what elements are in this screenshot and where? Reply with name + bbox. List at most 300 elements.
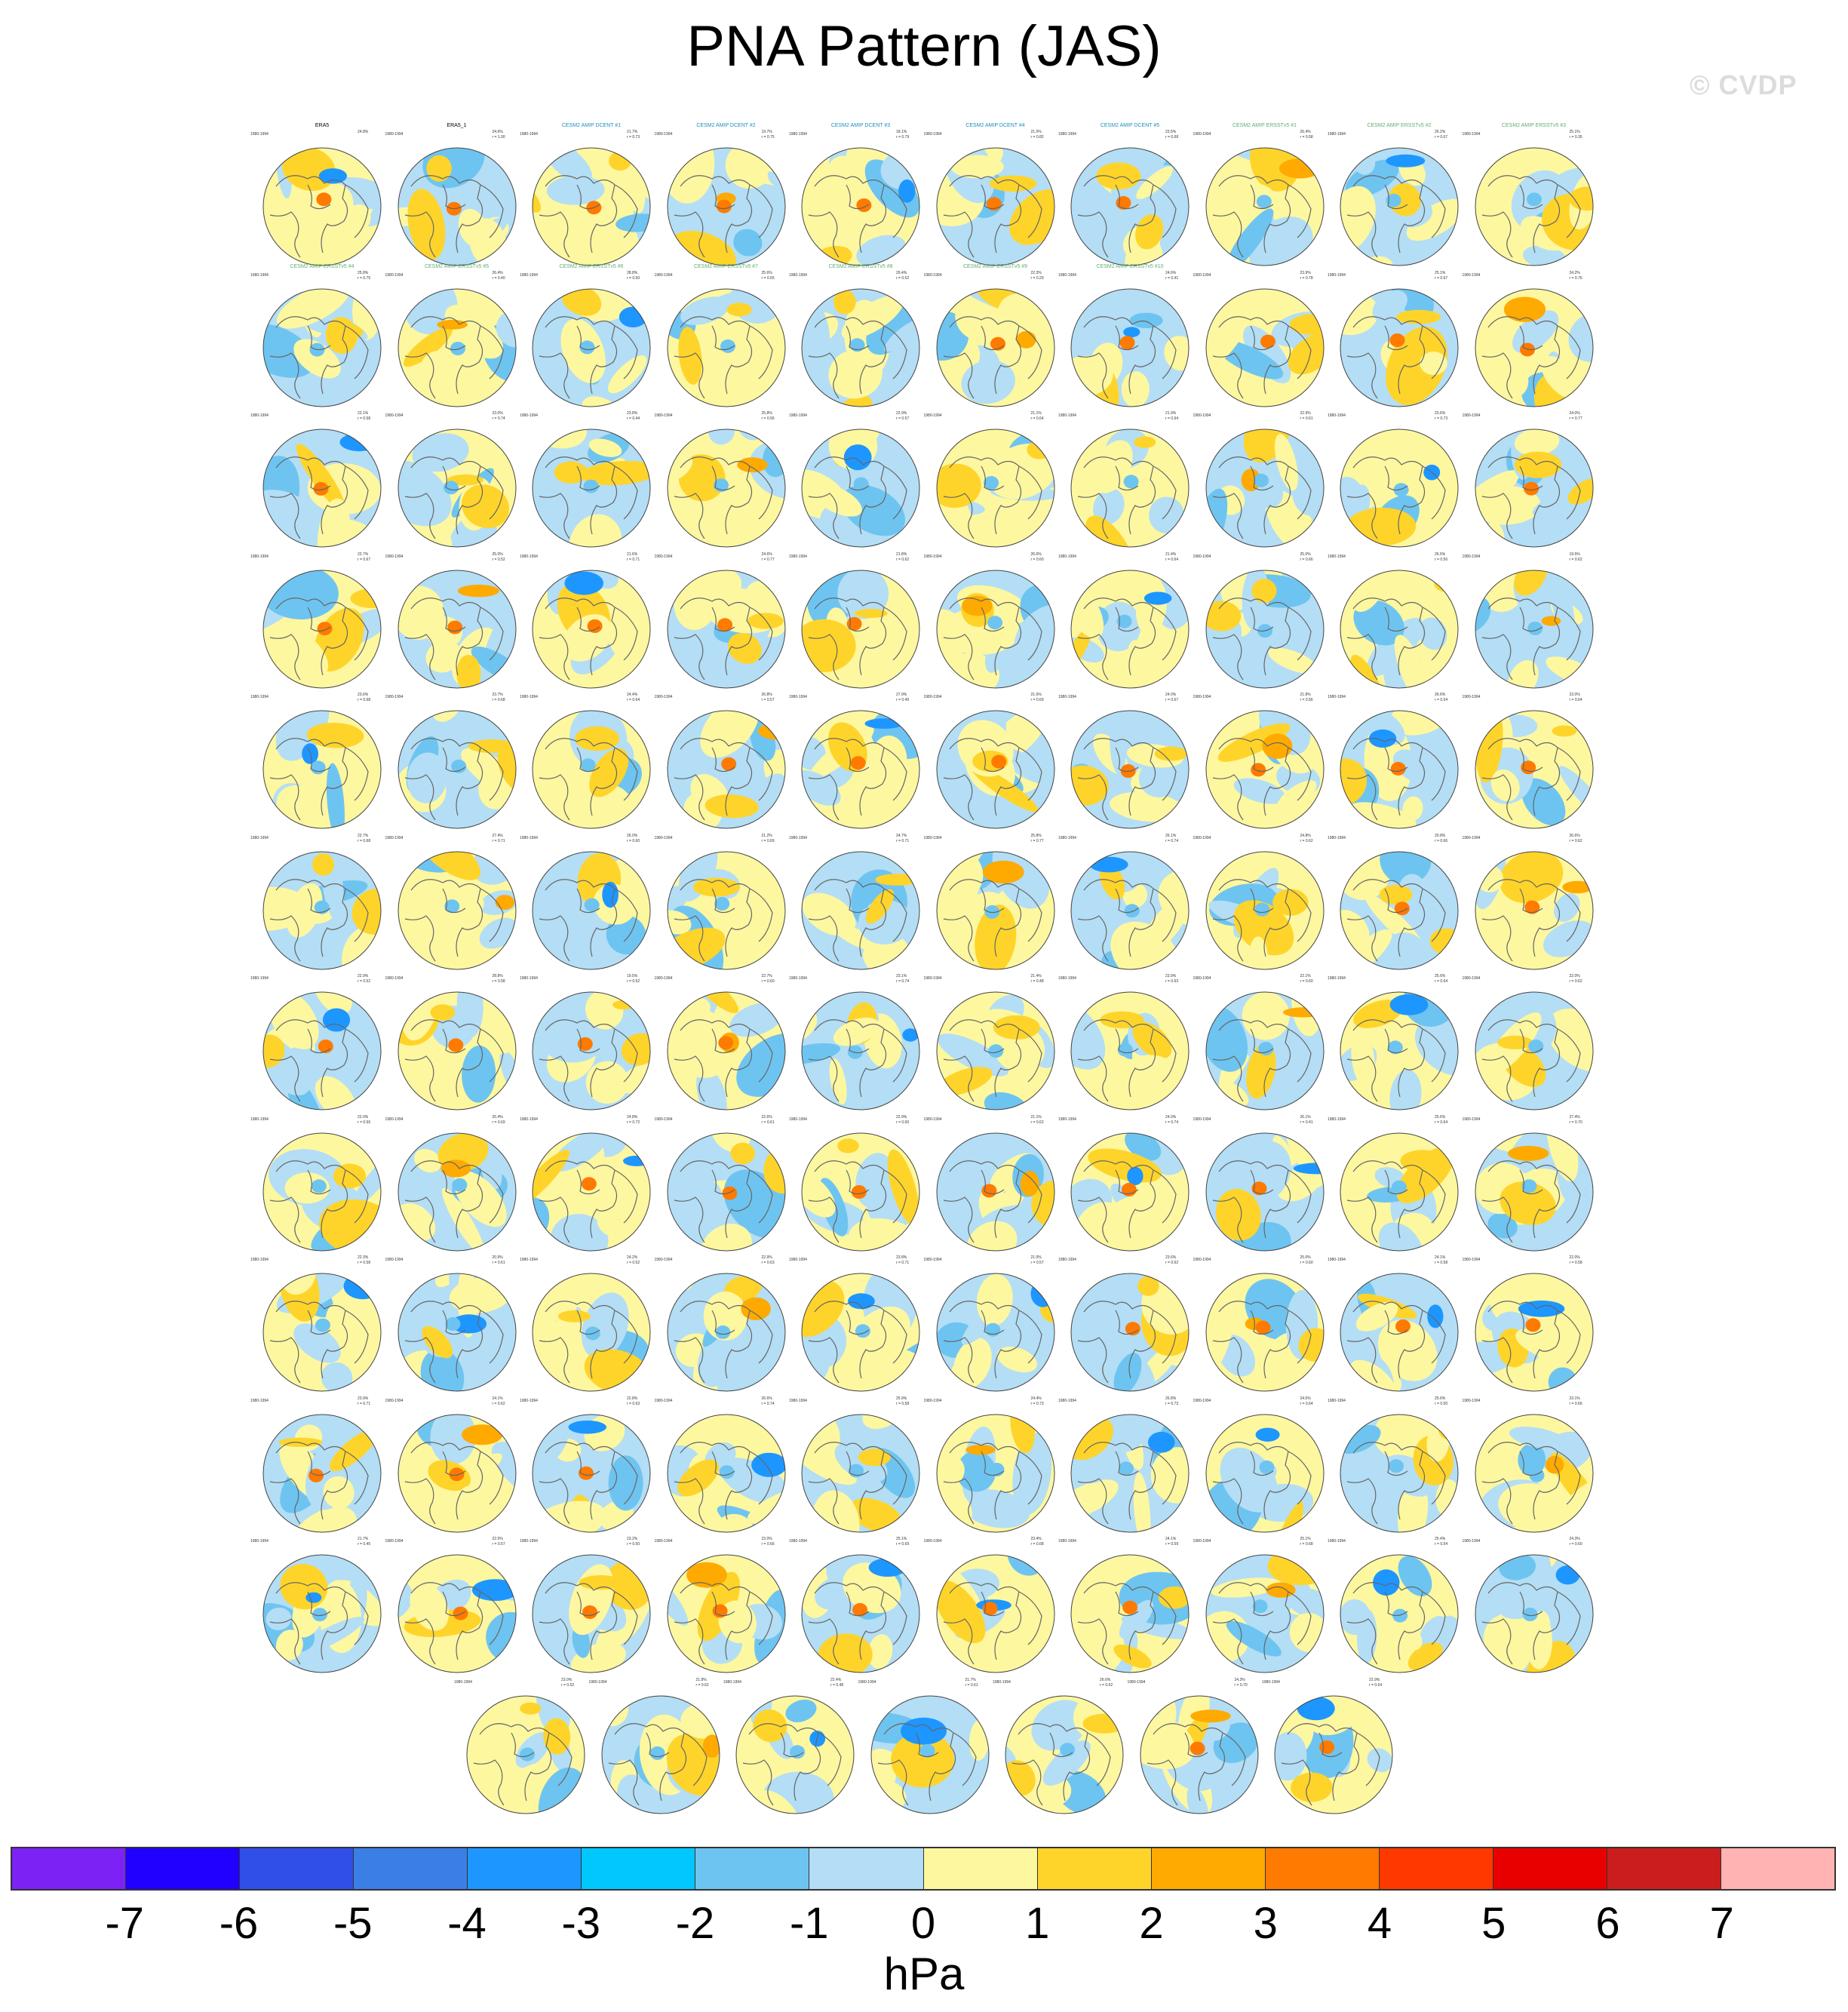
map-panel bbox=[654, 833, 794, 978]
panel-corr: r = 0.63 bbox=[1165, 979, 1179, 984]
panel-years: 1980-1994 bbox=[923, 976, 942, 981]
map-panel bbox=[385, 1255, 524, 1399]
panel-pct: 24.8% bbox=[358, 130, 369, 134]
panel-stats bbox=[493, 411, 505, 422]
panel-corr: r = 0.48 bbox=[830, 1682, 844, 1688]
panel-pct: 25.4% bbox=[1435, 1537, 1446, 1541]
panel-stats bbox=[1100, 1678, 1113, 1688]
panel-stats bbox=[1165, 552, 1178, 563]
panel-pct: 26.2% bbox=[1435, 130, 1446, 134]
polar-map-icon bbox=[659, 140, 794, 274]
panel-pct: 23.5% bbox=[1165, 130, 1177, 134]
panel-years: 1980-1994 bbox=[1127, 1679, 1146, 1685]
panel-years: 1980-1994 bbox=[385, 1398, 404, 1403]
panel-stats bbox=[493, 271, 505, 281]
polar-map-icon bbox=[1198, 140, 1332, 274]
map-panel bbox=[1328, 1255, 1466, 1399]
panel-pct: 21.8% bbox=[695, 1677, 707, 1682]
panel-pct: 24.3% bbox=[1569, 1537, 1580, 1541]
panel-corr: r = 0.60 bbox=[1300, 979, 1313, 984]
panel-years: 1980-1994 bbox=[385, 695, 404, 699]
panel-corr: r = 0.62 bbox=[1300, 838, 1313, 843]
panel-corr: r = 0.56 bbox=[1435, 557, 1448, 562]
map-panel bbox=[1193, 1396, 1332, 1540]
panel-pct: 25.4% bbox=[492, 1114, 503, 1120]
map-panel bbox=[1058, 1537, 1197, 1681]
panel-years: 1980-1994 bbox=[923, 1258, 942, 1262]
panel-stats bbox=[493, 552, 505, 563]
map-panel bbox=[385, 263, 524, 415]
panel-pct: 23.4% bbox=[1030, 1537, 1042, 1541]
panel-corr: r = 0.71 bbox=[627, 557, 640, 562]
panel-years: 1980-1994 bbox=[385, 413, 404, 418]
panel-years: 1980-1994 bbox=[654, 695, 673, 699]
panel-years: 1980-1994 bbox=[385, 1258, 404, 1262]
panel-stats bbox=[1031, 834, 1044, 844]
panel-stats bbox=[627, 1537, 640, 1547]
panel-corr: r = 0.62 bbox=[1569, 838, 1582, 843]
polar-map-icon bbox=[794, 843, 928, 978]
map-panel bbox=[250, 551, 389, 696]
panel-years: 1980-1994 bbox=[789, 976, 807, 981]
panel-corr: r = 0.68 bbox=[1300, 1542, 1313, 1547]
panel-corr: r = 0.78 bbox=[1300, 275, 1313, 281]
panel-years: 1980-1994 bbox=[250, 1539, 269, 1544]
panel-pct: 24.6% bbox=[492, 130, 503, 134]
polar-map-icon bbox=[524, 562, 658, 696]
panel-stats bbox=[1165, 693, 1178, 703]
panel-corr: r = 0.62 bbox=[1100, 1682, 1113, 1688]
panel-stats bbox=[358, 271, 370, 281]
panel-pct: 26.1% bbox=[1300, 1114, 1311, 1120]
panel-years: 1980-1994 bbox=[789, 695, 807, 699]
panel-corr: r = 0.71 bbox=[896, 838, 910, 843]
panel-pct: 29.4% bbox=[896, 270, 907, 275]
panel-stats bbox=[1369, 1678, 1382, 1688]
panel-stats bbox=[896, 1255, 909, 1266]
polar-map-icon bbox=[794, 421, 928, 555]
panel-pct: 21.7% bbox=[965, 1677, 976, 1682]
polar-map-icon bbox=[390, 1125, 524, 1259]
polar-map-icon bbox=[1063, 843, 1197, 978]
map-panel bbox=[1058, 411, 1197, 555]
panel-stats bbox=[1300, 130, 1313, 140]
map-panel bbox=[1462, 1114, 1601, 1259]
panel-title: CESM2 AMIP DCENT #3 bbox=[830, 123, 891, 128]
polar-map-icon bbox=[1063, 140, 1197, 274]
panel-pct: 22.9% bbox=[1369, 1677, 1380, 1682]
map-panel bbox=[789, 1114, 928, 1259]
polar-map-icon bbox=[1198, 1547, 1332, 1681]
panel-corr: r = 0.73 bbox=[1435, 416, 1448, 421]
panel-pct: 26.0% bbox=[627, 833, 638, 838]
colorbar-cell bbox=[1266, 1848, 1380, 1889]
panel-corr: r = 0.71 bbox=[492, 838, 505, 843]
panel-corr: r = 0.52 bbox=[627, 1261, 640, 1265]
panel-stats bbox=[627, 271, 640, 281]
panel-years: 1980-1994 bbox=[385, 1539, 404, 1544]
panel-corr: r = 0.67 bbox=[1165, 698, 1179, 702]
panel-corr: r = 0.48 bbox=[1030, 979, 1044, 984]
panel-pct: 23.0% bbox=[761, 1537, 772, 1541]
panel-corr: r = 0.58 bbox=[358, 1261, 371, 1265]
panel-years: 1980-1994 bbox=[250, 695, 269, 699]
panel-stats bbox=[1435, 974, 1447, 984]
polar-map-icon bbox=[794, 562, 928, 696]
colorbar-tick-label: 5 bbox=[1481, 1899, 1506, 1948]
map-panel bbox=[1193, 833, 1332, 978]
panel-corr: r = 0.60 bbox=[761, 979, 775, 984]
panel-corr: r = 0.64 bbox=[1435, 979, 1448, 984]
panel-pct: 24.4% bbox=[1030, 1396, 1042, 1401]
polar-map-icon bbox=[390, 421, 524, 555]
colorbar-cell bbox=[1607, 1848, 1721, 1889]
polar-map-icon bbox=[997, 1688, 1131, 1822]
panel-corr: r = 0.61 bbox=[1300, 416, 1313, 421]
polar-map-icon bbox=[390, 702, 524, 837]
panel-pct: 23.1% bbox=[896, 974, 907, 978]
polar-map-icon bbox=[255, 281, 389, 415]
panel-corr: r = 0.75 bbox=[761, 135, 775, 140]
colorbar-units: hPa bbox=[883, 1949, 965, 1999]
panel-years: 1980-1994 bbox=[923, 1539, 942, 1544]
panel-years: 1980-1994 bbox=[385, 272, 404, 278]
panel-corr: r = 0.40 bbox=[492, 275, 505, 281]
panel-stats bbox=[1570, 552, 1582, 563]
colorbar-cell bbox=[924, 1848, 1038, 1889]
colorbar-cell bbox=[1038, 1848, 1152, 1889]
map-panel bbox=[1193, 270, 1332, 415]
polar-map-icon bbox=[1332, 1265, 1466, 1399]
panel-pct: 21.0% bbox=[1030, 130, 1042, 134]
panel-corr: r = 0.55 bbox=[761, 275, 775, 281]
panel-title: CESM2 AMIP ERSSTv5 #5 bbox=[424, 263, 490, 269]
panel-years: 1980-1994 bbox=[1328, 554, 1346, 559]
polar-map-icon bbox=[728, 1688, 862, 1822]
panel-years: 1980-1994 bbox=[1193, 1539, 1211, 1544]
panel-corr: r = 0.64 bbox=[1300, 1401, 1313, 1406]
colorbar-cell bbox=[1721, 1848, 1834, 1889]
panel-corr: r = 0.50 bbox=[627, 275, 640, 281]
panel-pct: 25.6% bbox=[1435, 1396, 1446, 1401]
panel-pct: 25.8% bbox=[358, 270, 369, 275]
map-panel bbox=[385, 123, 524, 274]
polar-map-icon bbox=[929, 421, 1063, 555]
panel-pct: 23.2% bbox=[627, 1537, 638, 1541]
panel-pct: 23.6% bbox=[1435, 411, 1446, 416]
panel-pct: 21.4% bbox=[1165, 551, 1177, 557]
panel-corr: r = 0.64 bbox=[627, 698, 640, 702]
panel-pct: 26.6% bbox=[1569, 833, 1580, 838]
map-panel bbox=[1193, 411, 1332, 555]
panel-corr: r = 0.67 bbox=[1435, 135, 1448, 140]
map-panel bbox=[250, 974, 389, 1118]
panel-corr: r = 0.66 bbox=[1435, 838, 1448, 843]
panel-title: CESM2 AMIP ERSSTv5 #7 bbox=[693, 263, 759, 269]
map-panel bbox=[1328, 974, 1466, 1118]
panel-pct: 21.0% bbox=[1030, 1255, 1042, 1260]
panel-title: CESM2 AMIP DCENT #5 bbox=[1100, 123, 1160, 128]
panel-pct: 26.4% bbox=[1300, 130, 1311, 134]
panel-years: 1980-1994 bbox=[250, 272, 269, 278]
panel-stats bbox=[762, 974, 775, 984]
panel-corr: r = 0.67 bbox=[358, 557, 371, 562]
panel-pct: 25.6% bbox=[1435, 974, 1446, 978]
panel-corr: r = 0.60 bbox=[1300, 1261, 1313, 1265]
panel-pct: 22.0% bbox=[1569, 974, 1580, 978]
panel-pct: 20.9% bbox=[492, 1255, 503, 1260]
panel-stats bbox=[1031, 271, 1044, 281]
colorbar-tick-label: -1 bbox=[789, 1899, 829, 1948]
map-panel bbox=[250, 1255, 389, 1399]
polar-map-icon bbox=[390, 281, 524, 415]
map-panel bbox=[1328, 1537, 1466, 1681]
polar-map-icon bbox=[524, 702, 658, 837]
map-panel bbox=[454, 1677, 593, 1822]
map-panel bbox=[1462, 833, 1601, 978]
polar-map-icon bbox=[255, 843, 389, 978]
polar-map-icon bbox=[1063, 281, 1197, 415]
panel-years: 1980-1994 bbox=[250, 554, 269, 559]
panel-stats bbox=[1570, 1115, 1582, 1126]
map-panel bbox=[654, 974, 794, 1118]
panel-stats bbox=[762, 1255, 775, 1266]
panel-corr: r = 0.62 bbox=[1569, 557, 1582, 562]
polar-map-icon bbox=[1063, 702, 1197, 837]
map-panel bbox=[588, 1677, 728, 1822]
panel-stats bbox=[627, 130, 640, 140]
panel-years: 1980-1994 bbox=[1462, 1258, 1481, 1262]
polar-map-icon bbox=[390, 140, 524, 274]
panel-years: 1980-1994 bbox=[1193, 835, 1211, 840]
map-panel bbox=[250, 833, 389, 978]
panel-stats bbox=[358, 1255, 370, 1266]
polar-map-icon bbox=[1332, 1406, 1466, 1540]
map-panel bbox=[923, 551, 1063, 696]
map-panel bbox=[789, 693, 928, 837]
polar-map-icon bbox=[794, 1125, 928, 1259]
panel-stats bbox=[1300, 1537, 1313, 1547]
polar-map-icon bbox=[1063, 562, 1197, 696]
panel-corr: r = 0.52 bbox=[358, 979, 371, 984]
map-panel bbox=[789, 833, 928, 978]
colorbar-cell bbox=[1152, 1848, 1266, 1889]
polar-map-icon bbox=[1198, 281, 1332, 415]
panel-pct: 21.2% bbox=[761, 833, 772, 838]
map-panel bbox=[654, 1396, 794, 1540]
panel-pct: 21.6% bbox=[1030, 693, 1042, 697]
panel-years: 1980-1994 bbox=[1058, 272, 1076, 278]
panel-years: 1980-1994 bbox=[250, 1258, 269, 1262]
panel-pct: 25.1% bbox=[1569, 130, 1580, 134]
panel-years: 1980-1994 bbox=[1462, 413, 1481, 418]
panel-years: 1980-1994 bbox=[789, 835, 807, 840]
map-panel bbox=[789, 123, 928, 274]
colorbar-tick-label: -7 bbox=[105, 1899, 145, 1948]
panel-corr: r = 0.50 bbox=[1435, 1401, 1448, 1406]
panel-years: 1980-1994 bbox=[858, 1679, 876, 1685]
panel-corr: r = 0.52 bbox=[561, 1682, 575, 1688]
map-panel bbox=[1058, 1255, 1197, 1399]
map-panel bbox=[923, 693, 1063, 837]
panel-years: 1980-1994 bbox=[1058, 695, 1076, 699]
panel-corr: r = 0.70 bbox=[1569, 1120, 1582, 1125]
panel-years: 1980-1994 bbox=[789, 1539, 807, 1544]
panel-corr: r = 0.56 bbox=[1300, 698, 1313, 702]
panel-stats bbox=[1570, 834, 1582, 844]
panel-years: 1980-1994 bbox=[520, 835, 538, 840]
panel-corr: r = 0.62 bbox=[1165, 1261, 1179, 1265]
map-panel bbox=[923, 123, 1063, 274]
map-panel bbox=[789, 1396, 928, 1540]
panel-stats bbox=[358, 1396, 370, 1407]
panel-pct: 26.6% bbox=[1435, 551, 1446, 557]
panel-corr: r = 0.57 bbox=[1030, 1261, 1044, 1265]
polar-map-icon bbox=[794, 281, 928, 415]
panel-title: CESM2 AMIP DCENT #1 bbox=[561, 123, 622, 128]
map-panel bbox=[250, 1114, 389, 1259]
panel-corr: r = 1.00 bbox=[492, 135, 505, 140]
map-panel bbox=[993, 1677, 1131, 1822]
panel-years: 1980-1994 bbox=[1193, 1398, 1211, 1403]
map-panel bbox=[654, 123, 794, 274]
panel-pct: 22.4% bbox=[830, 1677, 842, 1682]
map-panel bbox=[1462, 411, 1601, 555]
panel-pct: 21.4% bbox=[1030, 974, 1042, 978]
panel-stats bbox=[1570, 1255, 1582, 1266]
panel-years: 1980-1994 bbox=[789, 1398, 807, 1403]
panel-corr: r = 0.74 bbox=[896, 979, 910, 984]
panel-stats bbox=[896, 130, 909, 140]
panel-pct: 26.6% bbox=[1435, 693, 1446, 697]
panel-corr: r = 0.52 bbox=[627, 979, 640, 984]
panel-pct: 21.9% bbox=[1165, 411, 1177, 416]
map-panel bbox=[1328, 1396, 1466, 1540]
panel-stats bbox=[1300, 834, 1313, 844]
map-panel bbox=[385, 1537, 524, 1681]
polar-map-icon bbox=[1063, 1406, 1197, 1540]
colorbar-tick-label: -6 bbox=[219, 1899, 259, 1948]
polar-map-icon bbox=[1332, 1125, 1466, 1259]
panel-pct: 24.0% bbox=[1165, 693, 1177, 697]
panel-corr: r = 0.62 bbox=[1030, 1120, 1044, 1125]
panel-pct: 25.1% bbox=[896, 1537, 907, 1541]
map-panel bbox=[520, 123, 658, 274]
polar-map-icon bbox=[659, 562, 794, 696]
panel-stats bbox=[1165, 411, 1178, 422]
panel-years: 1980-1994 bbox=[654, 272, 673, 278]
panel-stats bbox=[627, 693, 640, 703]
polar-map-icon bbox=[255, 1547, 389, 1681]
panel-years: 1980-1994 bbox=[1058, 1258, 1076, 1262]
panel-years: 1980-1994 bbox=[1328, 1117, 1346, 1122]
panel-corr: r = 0.74 bbox=[1165, 1120, 1179, 1125]
map-panel bbox=[520, 833, 658, 978]
panel-years: 1980-1994 bbox=[654, 835, 673, 840]
panel-years: 1980-1994 bbox=[1262, 1679, 1280, 1685]
polar-map-icon bbox=[1467, 140, 1601, 274]
map-panel bbox=[923, 1396, 1063, 1540]
map-panel bbox=[520, 1396, 658, 1540]
panel-years: 1980-1994 bbox=[1462, 132, 1481, 137]
polar-map-icon bbox=[524, 1125, 658, 1259]
panel-pct: 23.8% bbox=[896, 1255, 907, 1260]
panel-years: 1980-1994 bbox=[1193, 132, 1211, 137]
map-panel bbox=[1058, 833, 1197, 978]
panel-stats bbox=[1031, 1115, 1044, 1126]
polar-map-icon bbox=[659, 1265, 794, 1399]
polar-map-icon bbox=[255, 1125, 389, 1259]
polar-map-icon bbox=[524, 281, 658, 415]
map-panel bbox=[385, 1114, 524, 1259]
panel-stats bbox=[1300, 411, 1313, 422]
panel-years: 1980-1994 bbox=[1193, 1117, 1211, 1122]
panel-stats bbox=[1435, 693, 1447, 703]
panel-stats bbox=[1165, 1115, 1178, 1126]
polar-map-icon bbox=[929, 281, 1063, 415]
panel-stats bbox=[1300, 271, 1313, 281]
panel-pct: 22.1% bbox=[1300, 974, 1311, 978]
polar-map-icon bbox=[255, 984, 389, 1118]
map-panel bbox=[923, 1255, 1063, 1399]
panel-stats bbox=[1435, 1537, 1447, 1547]
panel-years: 1980-1994 bbox=[1462, 272, 1481, 278]
map-panel bbox=[1328, 123, 1466, 274]
polar-map-icon bbox=[929, 1547, 1063, 1681]
polar-map-icon bbox=[1467, 984, 1601, 1118]
panel-stats bbox=[1031, 130, 1044, 140]
panel-pct: 22.7% bbox=[358, 551, 369, 557]
panel-years: 1980-1994 bbox=[923, 132, 942, 137]
map-panel bbox=[654, 263, 794, 415]
panel-years: 1980-1994 bbox=[789, 413, 807, 418]
map-panel bbox=[1193, 1255, 1332, 1399]
panel-corr: r = 0.64 bbox=[1369, 1682, 1383, 1688]
map-panel bbox=[723, 1677, 862, 1822]
panel-stats bbox=[1165, 1537, 1178, 1547]
panel-years: 1980-1994 bbox=[654, 1258, 673, 1262]
colorbar-cell bbox=[1493, 1848, 1607, 1889]
panel-years: 1980-1994 bbox=[1462, 976, 1481, 981]
panel-years: 1980-1994 bbox=[1058, 554, 1076, 559]
panel-pct: 26.8% bbox=[761, 693, 772, 697]
panel-corr: r = 0.41 bbox=[1300, 1120, 1313, 1125]
panel-stats bbox=[896, 271, 909, 281]
panel-stats bbox=[358, 834, 370, 844]
panel-years: 1980-1994 bbox=[385, 132, 404, 137]
panel-pct: 24.6% bbox=[1165, 270, 1177, 275]
panel-stats bbox=[358, 693, 370, 703]
panel-pct: 23.0% bbox=[1569, 693, 1580, 697]
panel-pct: 20.8% bbox=[1435, 833, 1446, 838]
panel-pct: 25.6% bbox=[1435, 1114, 1446, 1120]
panel-stats bbox=[1435, 271, 1447, 281]
panel-stats bbox=[762, 271, 775, 281]
panel-stats bbox=[627, 974, 640, 984]
panel-pct: 22.6% bbox=[761, 1114, 772, 1120]
polar-map-icon bbox=[524, 1547, 658, 1681]
panel-pct: 22.9% bbox=[896, 1114, 907, 1120]
panel-stats bbox=[762, 552, 775, 563]
panel-corr: r = 0.58 bbox=[1435, 1261, 1448, 1265]
panel-corr: r = 0.56 bbox=[358, 1120, 371, 1125]
panel-corr: r = 0.79 bbox=[896, 135, 910, 140]
panel-years: 1980-1994 bbox=[1193, 695, 1211, 699]
panel-pct: 27.9% bbox=[896, 693, 907, 697]
polar-map-icon bbox=[459, 1688, 593, 1822]
panel-pct: 21.7% bbox=[627, 130, 638, 134]
map-panel bbox=[1462, 1255, 1601, 1399]
